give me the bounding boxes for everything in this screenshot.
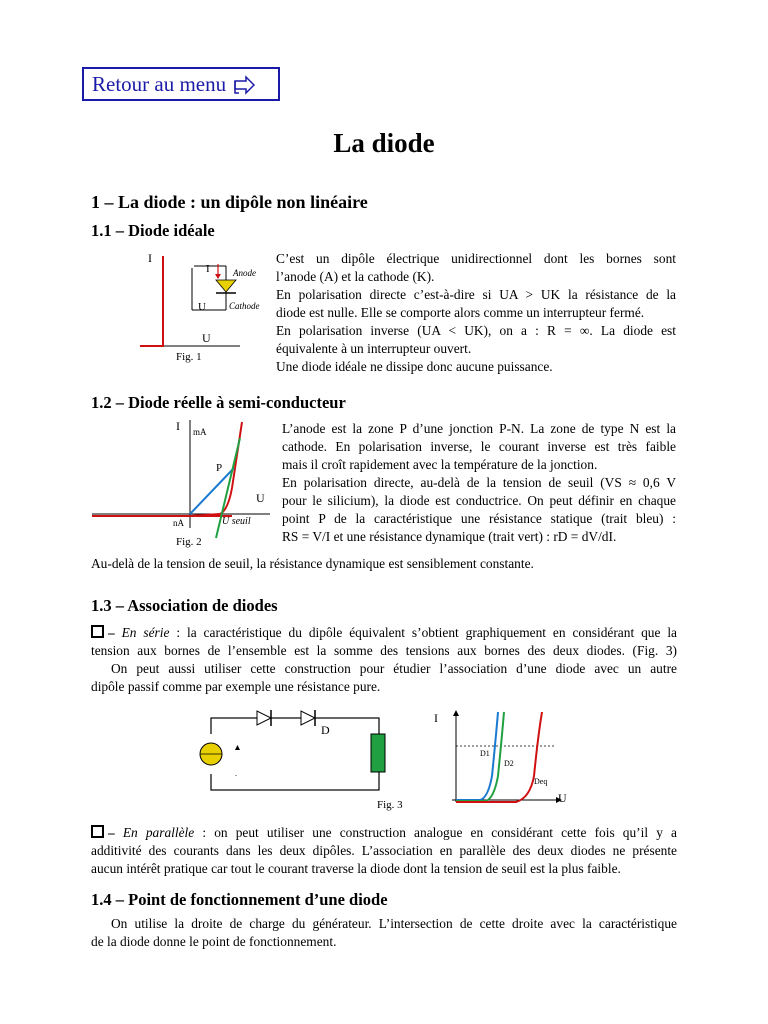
section-1-heading: 1 – La diode : un dipôle non linéaire — [91, 192, 368, 212]
fig1-anode-label: Anode — [233, 268, 256, 278]
s11-line-3: diode est nulle. Elle se comporte alors comme un interrupteur fermé. — [276, 305, 645, 320]
fig2-useuil-label: U seuil — [222, 516, 251, 527]
checkbox-icon — [91, 625, 104, 638]
fig2-unit-na: nA — [173, 518, 184, 528]
s14-line-1: de la diode donne le point de fonctionnement. — [91, 934, 337, 949]
section-1-2-text — [282, 420, 676, 546]
serie-line-2: On peut aussi utiliser cette construction pour étudier l’association d’une diode avec un autre — [111, 661, 677, 676]
s11-line-4: En polarisation inverse (UA < UK), on a : R = ∞. La diode est — [276, 323, 676, 338]
section-1-3-serie-text: – En série : la caractéristique du dipôle équivalent s’obtient graphiquement en considérant que la tension aux bornes de l’ensemble est la somme des tensions aux bornes des deux diodes. (Fig. 3) On peut aussi utiliser cette construction pour étudier l’association d’une diode avec un autre dipôle passif comme par exemple une résistance pure. — [91, 625, 677, 694]
figure-1-ideal-diode — [140, 248, 270, 370]
s12-line-0: L’anode est la zone P d’une jonction P-N. La zone de type N est la — [282, 421, 676, 436]
section-1-3-heading: 1.3 – Association de diodes — [91, 596, 278, 615]
s11-line-1: l’anode (A) et la cathode (K). — [276, 269, 435, 284]
fig1-caption: Fig. 1 — [176, 351, 202, 363]
svg-text:.: . — [235, 769, 237, 778]
s12-line-3: En polarisation directe, au-delà de la tension de seuil (VS ≈ 0,6 V — [282, 475, 676, 490]
serie-line-3: dipôle passif comme par exemple une résistance pure. — [91, 679, 381, 694]
s12-line-1: cathode. En polarisation inverse, le courant inverse est très faible — [282, 439, 676, 454]
serie-line-1: tension aux bornes de l’ensemble est la somme des tensions aux bornes des deux diodes. (Fig. 3) — [91, 643, 677, 658]
fig3-axis-u: U — [558, 791, 567, 805]
serie-line-0: : la caractéristique du dipôle équivalent s’obtient graphiquement en considérant que la — [169, 625, 677, 640]
s11-line-0: C’est un dipôle électrique unidirectionnel dont les bornes sont — [276, 251, 676, 266]
fig1-axis-i: I — [148, 251, 152, 265]
back-to-menu-button[interactable] — [82, 67, 280, 101]
section-1-1-heading: 1.1 – Diode idéale — [91, 221, 215, 240]
fig3-d2-label: D2 — [504, 759, 514, 768]
fig1-axis-u: U — [202, 331, 211, 345]
section-1-3-parallel-text: – En parallèle : on peut utiliser une construction analogue en considérant cette fois qu’il y a additivité des courants dans les deux dipôles. L’association en parallèle des deux diodes ne présente aucun intérêt pratique car tout le courant traverse la diode dont la tension de seuil est la plus faible. — [91, 825, 677, 876]
s12-line-2: mais il croît rapidement avec la température de la jonction. — [282, 457, 598, 472]
parallel-line-0: : on peut utiliser une construction analogue en considérant cette fois qu’il y a — [194, 825, 677, 840]
fig3-d-label: D — [321, 723, 330, 737]
return-arrow-icon — [232, 73, 258, 95]
fig1-small-i: I — [206, 263, 210, 275]
figure-2-real-diode — [92, 418, 276, 552]
section-1-2-after — [91, 555, 681, 573]
fig3-deq-label: Deq — [534, 777, 548, 786]
figure-3-characteristic-graph — [430, 706, 580, 810]
fig2-point-p: P — [216, 462, 223, 474]
parallel-line-1: additivité des courants dans les deux dipôles. L’association en parallèle des deux diodes ne présente — [91, 843, 677, 858]
fig2-axis-i: I — [176, 419, 180, 433]
fig2-unit-ma: mA — [193, 427, 207, 437]
s11-line-6: Une diode idéale ne dissipe donc aucune puissance. — [276, 359, 553, 374]
s11-line-2: En polarisation directe c’est-à-dire si UA > UK la résistance de la — [276, 287, 676, 302]
s14-line-0: On utilise la droite de charge du générateur. L’intersection de cette droite avec la caractéristique — [111, 916, 677, 931]
fig1-cathode-label: Cathode — [229, 301, 260, 311]
checkbox-icon — [91, 825, 104, 838]
fig3-axis-i: I — [434, 711, 438, 725]
section-1-2-heading: 1.2 – Diode réelle à semi-conducteur — [91, 393, 346, 412]
section-1-4-heading: 1.4 – Point de fonctionnement d’une diode — [91, 890, 388, 909]
parallel-label: En parallèle — [122, 825, 195, 840]
s12-after-line: Au-delà de la tension de seuil, la résistance dynamique est sensiblement constante. — [91, 556, 534, 571]
page-title: La diode — [333, 128, 435, 158]
fig1-small-u: U — [198, 301, 206, 313]
fig2-caption: Fig. 2 — [176, 536, 202, 548]
s12-line-6: RS = V/I et une résistance dynamique (trait vert) : rD = dV/dI. — [282, 529, 617, 544]
serie-label: En série — [121, 625, 170, 640]
fig2-axis-u: U — [256, 491, 265, 505]
s12-line-4: pour le silicium), la diode est conductrice. On peut définir en chaque — [282, 493, 676, 508]
s11-line-5: équivalente à un interrupteur ouvert. — [276, 341, 472, 356]
fig3-caption: Fig. 3 — [377, 799, 403, 811]
parallel-line-2: aucun intérêt pratique car tout le courant traverse la diode dont la tension de seuil est la plus faible. — [91, 861, 621, 876]
back-to-menu-label: Retour au menu — [92, 71, 227, 96]
figure-3-series-circuit — [195, 704, 403, 816]
fig3-d1-label: D1 — [480, 749, 490, 758]
section-1-4-text — [91, 915, 677, 951]
s12-line-5: point P de la caractéristique une résistance statique (trait bleu) : — [282, 511, 676, 526]
section-1-1-text — [276, 250, 676, 376]
